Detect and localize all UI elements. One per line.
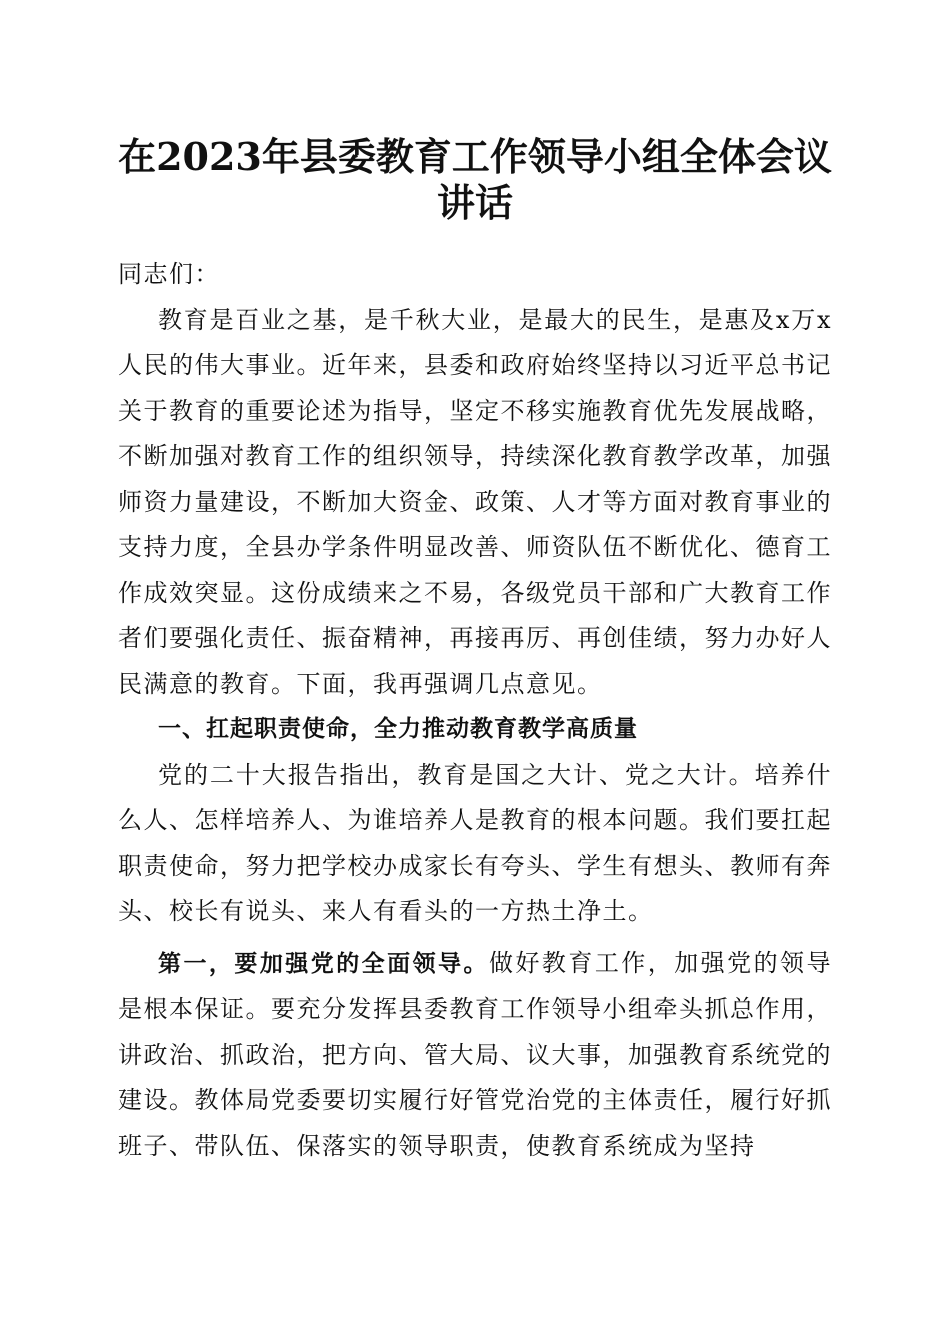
paragraph-section-1: 党的二十大报告指出，教育是国之大计、党之大计。培养什么人、怎样培养人、为谁培养人是教育的根本问题。我们要扛起职责使命，努力把学校办成家长有夸头、学生有想头、教师有奔头、校长有说头、来人有看头的一方热土净土。: [118, 760, 832, 925]
point-1-body: 做好教育工作，加强党的领导是根本保证。要充分发挥县委教育工作领导小组牵头抓总作用，讲政治、抓政治，把方向、管大局、议大事，加强教育系统党的建设。教体局党委要切实履行好管党治党的主体责任，履行好抓班子、带队伍、保落实的领导职责，使教育系统成为坚持: [118, 948, 833, 1160]
document-title: 在2023年县委教育工作领导小组全体会议讲话: [118, 134, 832, 225]
point-1-lead: 第一，要加强党的全面领导。: [158, 950, 489, 977]
section-heading-1: 一、扛起职责使命，全力推动教育教学高质量: [158, 716, 638, 742]
document-body: [118, 252, 832, 1169]
salutation: 同志们：: [118, 260, 220, 288]
paragraph-point-1: [118, 941, 832, 1170]
paragraph-intro: 教育是百业之基，是千秋大业，是最大的民生，是惠及x万x人民的伟大事业。近年来，县委和政府始终坚持以习近平总书记关于教育的重要论述为指导，坚定不移实施教育优先发展战略，不断加强对教育工作的组织领导，持续深化教育教学改革，加强师资力量建设，不断加大资金、政策、人才等方面对教育事业的支持力度，全县办学条件明显改善、师资队伍不断优化、德育工作成效突显。这份成绩来之不易，各级党员干部和广大教育工作者们要强化责任、振奋精神，再接再厉、再创佳绩，努力办好人民满意的教育。下面，我再强调几点意见。: [118, 305, 832, 698]
